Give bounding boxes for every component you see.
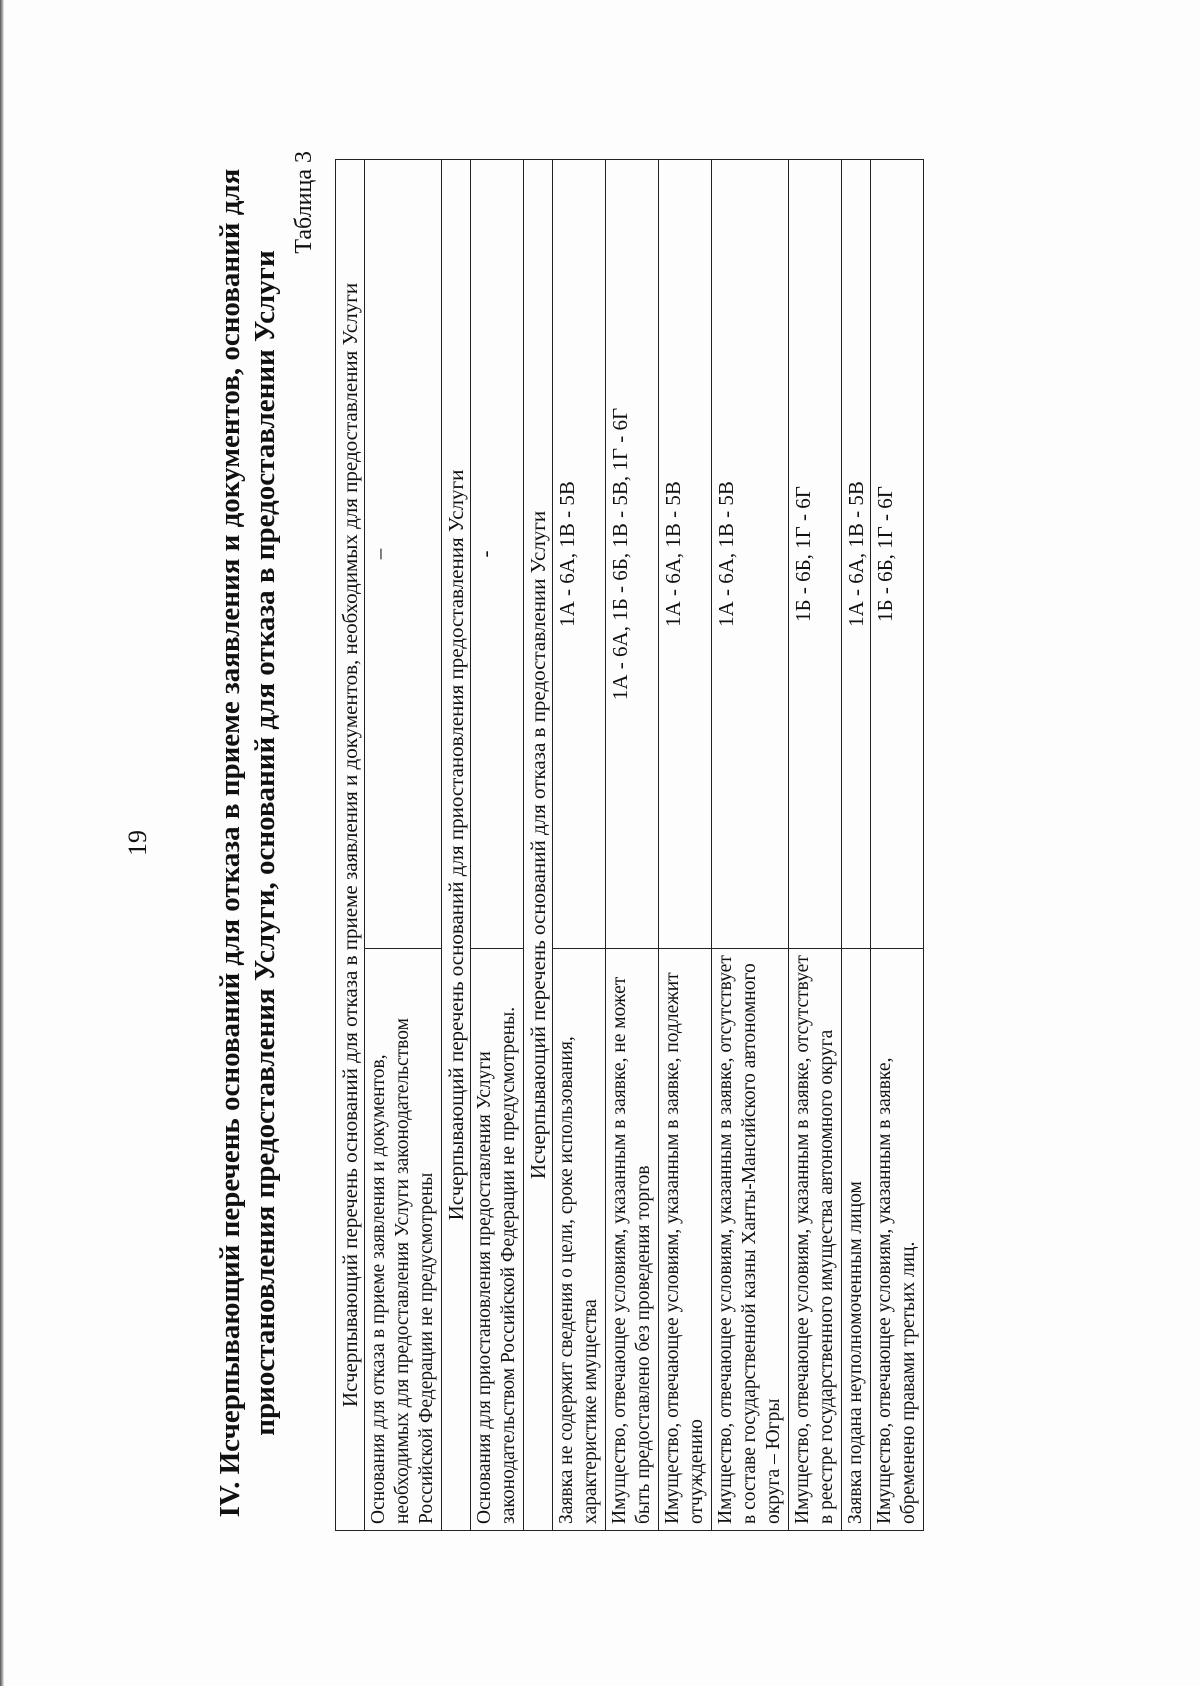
row-text: Имущество, отвечающее условиям, указанным в заявке, обременено правами третьих лиц. [871, 949, 924, 1531]
scan-edge [0, 0, 4, 1686]
table-section-heading [442, 160, 471, 1531]
section-title-line-2: приостановления предоставления Услуги, оснований для отказа в предоставлении Услуги [249, 250, 281, 1436]
table-row [471, 160, 524, 1531]
group1-heading: Исчерпывающий перечень оснований для отказа в приеме заявления и документов, необходимых для предоставления Услуги [336, 160, 365, 1531]
row-code: 1А - 6А, 1В - 5В [659, 160, 712, 949]
table-row [606, 160, 659, 1531]
page-number: 19 [123, 830, 152, 856]
row-text: Основания для отказа в приеме заявления и документов, необходимых для предоставления Услуги законодательством Российской Федерации не предусмотрены [365, 949, 442, 1531]
group2-heading: Исчерпывающий перечень оснований для приостановления предоставления Услуги [442, 160, 471, 1531]
table-row [789, 160, 842, 1531]
section-title-line-1: IV. Исчерпывающий перечень оснований для отказа в приеме заявления и документов, оснований для [214, 168, 246, 1518]
row-text: Заявка не содержит сведения о цели, сроке использования, характеристике имущества [553, 949, 606, 1531]
row-code: - [471, 160, 524, 949]
row-code: 1Б - 6Б, 1Г - 6Г [871, 160, 924, 949]
rotated-page [95, 63, 1105, 1623]
table-section-heading [524, 160, 553, 1531]
group3-heading: Исчерпывающий перечень оснований для отказа в предоставлении Услуги [524, 160, 553, 1531]
table-caption: Таблица 3 [291, 151, 317, 254]
row-text: Основания для приостановления предоставления Услуги законодательством Российской Федерации не предусмотрены. [471, 949, 524, 1531]
row-code: 1А - 6А, 1В - 5В [842, 160, 871, 949]
section-title [213, 123, 283, 1563]
table-section-heading [336, 160, 365, 1531]
table-row [553, 160, 606, 1531]
row-code: 1А - 6А, 1В - 5В [553, 160, 606, 949]
table-row [365, 160, 442, 1531]
row-code: 1А - 6А, 1В - 5В [712, 160, 789, 949]
table-row [659, 160, 712, 1531]
row-text: Имущество, отвечающее условиям, указанным в заявке, отсутствует в реестре государственного имущества автономного округа [789, 949, 842, 1531]
grounds-table [335, 159, 924, 1531]
row-text: Имущество, отвечающее условиям, указанным в заявке, не может быть предоставлено без проведения торгов [606, 949, 659, 1531]
table-row [871, 160, 924, 1531]
table-row [842, 160, 871, 1531]
row-code: – [365, 160, 442, 949]
table-row [712, 160, 789, 1531]
row-text: Имущество, отвечающее условиям, указанным в заявке, подлежит отчуждению [659, 949, 712, 1531]
row-text: Имущество, отвечающее условиям, указанным в заявке, отсутствует в составе государственной казны Ханты-Мансийского автономного округа – Югры [712, 949, 789, 1531]
row-code: 1Б - 6Б, 1Г - 6Г [789, 160, 842, 949]
row-code: 1А - 6А, 1Б - 6Б, 1В - 5В, 1Г - 6Г [606, 160, 659, 949]
row-text: Заявка подана неуполномоченным лицом [842, 949, 871, 1531]
